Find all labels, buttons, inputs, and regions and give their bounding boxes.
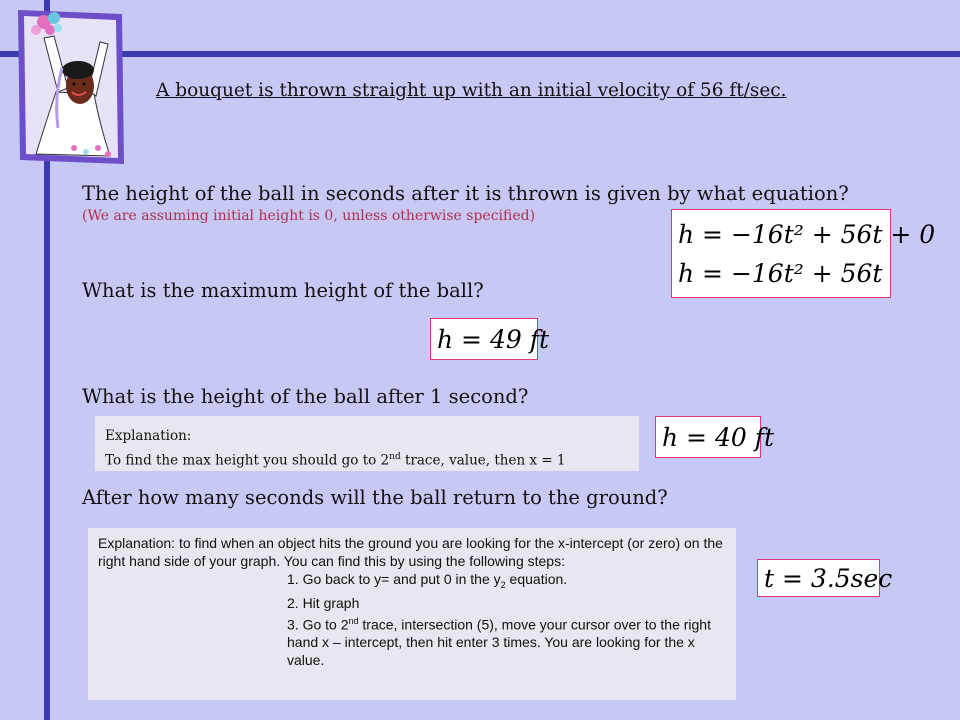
- bride-throwing-bouquet-clipart: [14, 8, 126, 168]
- question-equation: The height of the ball in seconds after it is thrown is given by what equation?: [82, 182, 849, 205]
- explanation-intro: Explanation: to find when an object hits the ground you are looking for the x-intercept (or zero) on the right hand side of your graph. You can find this by using the following steps:: [98, 535, 723, 569]
- answer-equation-box: [671, 209, 936, 298]
- step-1: 1. Go back to y= and put 0 in the $y_2$ equation.: [287, 571, 568, 590]
- answer-time-box: [757, 559, 893, 597]
- question-height-1s: What is the height of the ball after 1 second?: [82, 385, 529, 408]
- explanation-box-height: [95, 416, 639, 471]
- answer-max-height-box: [430, 318, 549, 360]
- page-title: A bouquet is thrown straight up with an initial velocity of 56 ft/sec.: [156, 80, 787, 101]
- question-max-height: What is the maximum height of the ball?: [82, 279, 484, 302]
- question-return-ground: After how many seconds will the ball return to the ground?: [82, 486, 668, 509]
- explanation-steps: [287, 570, 726, 669]
- answer-time: t = 3.5sec: [764, 563, 893, 593]
- step-2: 2. Hit graph: [287, 594, 360, 611]
- explanation-box-ground: [88, 528, 736, 700]
- explanation-label: Explanation:: [105, 428, 192, 444]
- explanation-text: To find the max height you should go to 2nd trace, value, then x = 1: [105, 452, 566, 469]
- answer-max-height: h = 49 ft: [437, 324, 549, 354]
- answer-height-1s-box: [655, 416, 774, 458]
- step-3: 3. Go to 2nd trace, intersection (5), move your cursor over to the right hand x – intercept, then hit enter 3 times. You are looking for the x value.: [287, 615, 711, 669]
- equation-line-2: h = −16t² + 56t: [678, 258, 883, 288]
- assumption-note: (We are assuming initial height is 0, unless otherwise specified): [82, 208, 536, 224]
- answer-height-1s: h = 40 ft: [662, 422, 774, 452]
- equation-line-1: h = −16t² + 56t + 0: [678, 219, 936, 249]
- horizontal-accent-bar: [0, 51, 960, 57]
